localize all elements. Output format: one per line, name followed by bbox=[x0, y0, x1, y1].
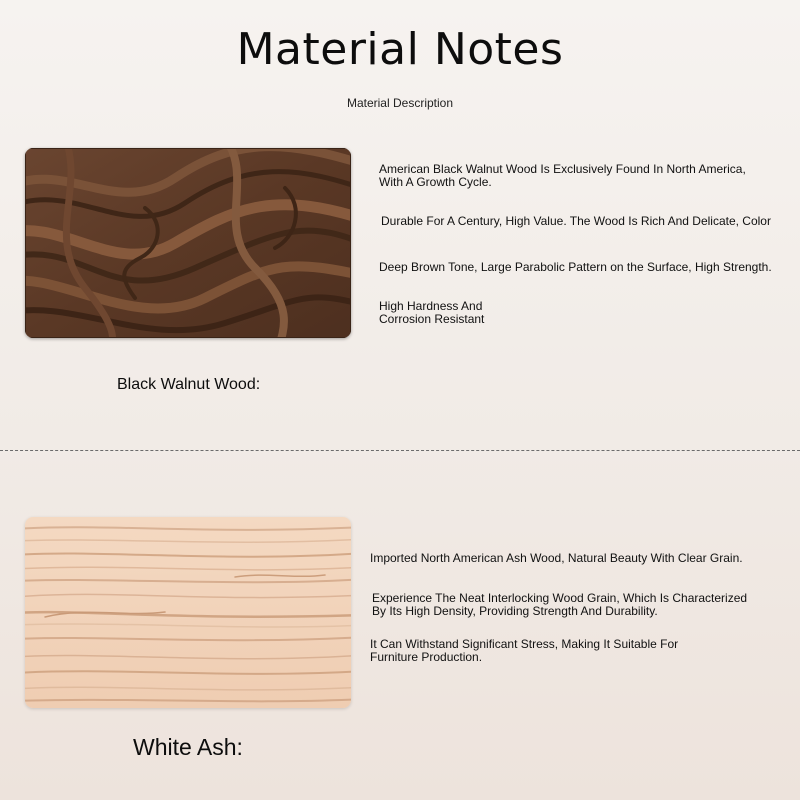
page-title: Material Notes bbox=[236, 24, 564, 75]
ash-desc-line: Imported North American Ash Wood, Natural Beauty With Clear Grain. bbox=[370, 551, 743, 565]
ash-desc-line: Furniture Production. bbox=[370, 650, 483, 664]
ash-desc-line: Experience The Neat Interlocking Wood Grain, Which Is Characterized bbox=[372, 591, 748, 605]
walnut-wood-texture-icon bbox=[25, 148, 351, 338]
ash-wood-swatch bbox=[25, 517, 351, 708]
ash-desc-line: By Its High Density, Providing Strength And Durability. bbox=[372, 604, 658, 618]
ash-wood-texture-icon bbox=[25, 517, 351, 708]
walnut-desc-line: High Hardness And bbox=[379, 299, 483, 313]
walnut-desc-line: With A Growth Cycle. bbox=[379, 175, 492, 189]
walnut-label: Black Walnut Wood: bbox=[117, 376, 261, 393]
section-divider bbox=[0, 450, 800, 451]
page-subtitle: Material Description bbox=[346, 96, 454, 110]
ash-label: White Ash: bbox=[133, 734, 243, 760]
walnut-wood-swatch bbox=[25, 148, 351, 338]
walnut-desc-line: Corrosion Resistant bbox=[379, 312, 485, 326]
walnut-desc-line: American Black Walnut Wood Is Exclusively Found In North America, bbox=[379, 162, 746, 176]
ash-desc-line: It Can Withstand Significant Stress, Making It Suitable For bbox=[370, 637, 679, 651]
walnut-desc-line: Durable For A Century, High Value. The Wood Is Rich And Delicate, Color bbox=[381, 214, 771, 228]
walnut-desc-line: Deep Brown Tone, Large Parabolic Pattern on the Surface, High Strength. bbox=[379, 260, 772, 274]
